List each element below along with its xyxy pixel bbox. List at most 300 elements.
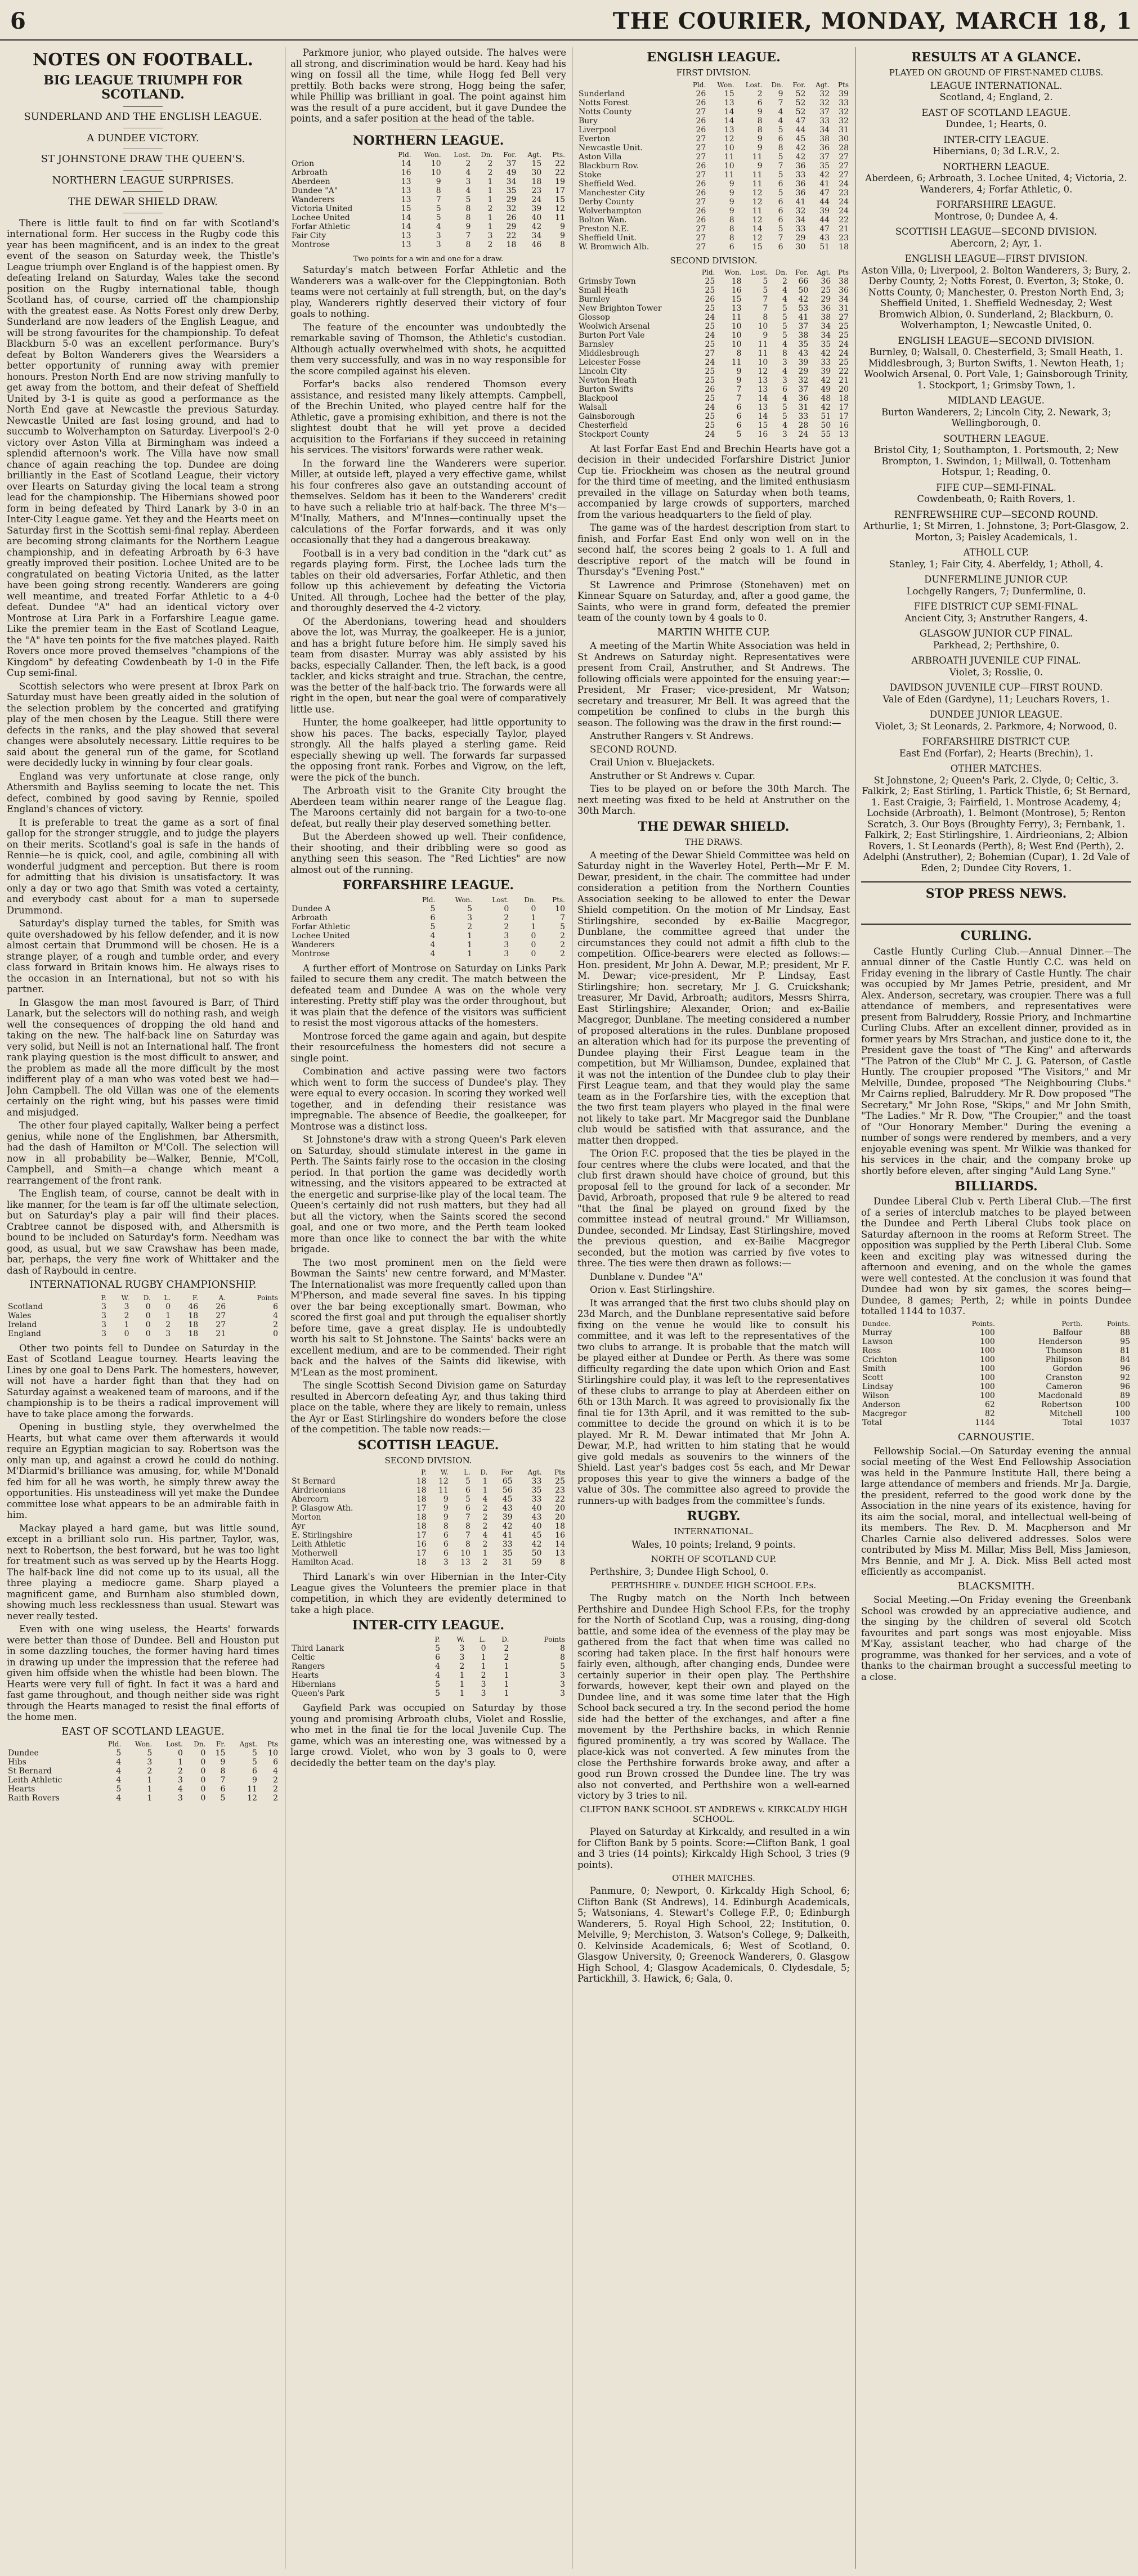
table-cell: 39 xyxy=(839,89,849,98)
table-cell: 18 xyxy=(416,1495,427,1504)
column-header: Dundee. xyxy=(862,1319,891,1328)
table-cell: 2 xyxy=(560,940,565,949)
table-cell: Victoria United xyxy=(292,204,353,213)
result-lines: Hibernians, 0; 3d L.R.V., 2. xyxy=(933,146,1060,157)
league-table-forfarshire xyxy=(290,895,566,958)
table-cell: 1037 xyxy=(1110,1418,1130,1427)
table-cell: 18 xyxy=(188,1311,199,1320)
table-cell: 9 xyxy=(443,1513,449,1522)
table-cell: 26 xyxy=(705,384,715,394)
table-row xyxy=(290,204,566,213)
table-cell: Balfour xyxy=(1052,1328,1083,1337)
table-cell: 23 xyxy=(531,186,542,195)
table-cell: 31 xyxy=(502,1558,513,1567)
table-row xyxy=(290,940,566,949)
table-cell: 26 xyxy=(696,161,706,171)
table-cell: 10 xyxy=(724,143,734,153)
section-heading: RUGBY. xyxy=(687,1509,741,1524)
section-heading: NOTES ON FOOTBALL. xyxy=(32,50,253,70)
table-cell: Motherwell xyxy=(292,1549,338,1558)
story-body xyxy=(861,1594,1131,1682)
table-cell: 14 xyxy=(555,1540,565,1549)
headline: A DUNDEE VICTORY. xyxy=(87,132,199,144)
table-cell: Morton xyxy=(292,1513,321,1522)
table-cell: 6 xyxy=(729,242,734,252)
column-header: Pld. xyxy=(701,268,715,276)
table-cell: 10 xyxy=(460,1549,471,1558)
table-cell: 21 xyxy=(839,224,849,234)
table-cell: 16 xyxy=(758,429,768,439)
table-cell: 27 xyxy=(216,1320,226,1329)
table-cell: 0 xyxy=(481,1644,486,1654)
table-cell: 4 xyxy=(782,285,787,295)
table-row xyxy=(861,1337,1131,1346)
table-cell: 12 xyxy=(752,233,763,243)
league-table-scottish-second xyxy=(290,1468,566,1567)
paragraph: Anstruther or St Andrews v. Cupar. xyxy=(590,770,755,781)
table-cell: Notts County xyxy=(579,107,632,117)
table-cell: 9 xyxy=(757,161,763,171)
table-row xyxy=(7,1767,279,1776)
table-cell: 36 xyxy=(821,276,831,286)
table-cell: 18 xyxy=(416,1486,427,1495)
paragraph: It was arranged that the first two clubs should play on 23d March, and the Dunblane representative said before fixing on the venue he would like to consult his committee, and it was left to the representatives of the two clubs to arrange. It is probable that the match will be played either at Dundee or Perth. As there was some difficulty regarding the date upon which Orion and East Stirlingshire could play, it was left to the representatives of these clubs to arrange to play at Aberdeen either on 6th or 13th March. It was agreed to provisionally fix the final tie for 13th April, and it was remitted to the sub-committee to decide the ground on which it is to be played. Mr R. M. Dewar intimated that Mr John A. Dewar, M.P., had written to him stating that he would give gold medals as souvenirs to the winners of the Shield. Last year's badges cost 5s each, and Mr Dewar proposes this year to give the winners a badge of the value of 30s. The committee also agreed to provide the runners-up with badges from the committee's funds. xyxy=(577,1297,850,1506)
table-cell: Burton Port Vale xyxy=(579,330,645,340)
table-cell: 1 xyxy=(487,177,493,186)
table-cell: 0 xyxy=(178,1749,183,1758)
table-cell: Orion xyxy=(292,159,315,168)
table-cell: 3 xyxy=(504,949,509,958)
table-cell: 2 xyxy=(487,204,493,213)
table-cell: 12 xyxy=(555,204,565,213)
billiards-scores-table xyxy=(861,1319,1131,1427)
table-cell: 27 xyxy=(696,107,706,117)
table-cell: 44 xyxy=(795,125,806,135)
table-cell: 8 xyxy=(763,312,768,322)
table-cell: 5 xyxy=(736,429,742,439)
column-header: Agt. xyxy=(527,1468,542,1477)
table-cell: 4 xyxy=(465,168,471,177)
divider xyxy=(123,191,163,192)
table-cell: 10 xyxy=(555,904,565,913)
table-cell: 6 xyxy=(778,215,783,225)
table-cell: 7 xyxy=(763,303,768,313)
table-cell: Aston Villa xyxy=(579,152,622,162)
table-cell: 26 xyxy=(696,206,706,216)
table-cell: 6 xyxy=(273,1302,278,1311)
table-cell: 33 xyxy=(531,1477,542,1486)
table-cell: 27 xyxy=(839,161,849,171)
table-cell: 5 xyxy=(782,303,787,313)
table-cell: Macgregor xyxy=(862,1409,907,1418)
result-group-heading: DUNFERMLINE JUNIOR CUP. xyxy=(924,574,1068,585)
table-cell: 66 xyxy=(798,276,809,286)
table-cell: Gordon xyxy=(1052,1364,1083,1373)
result-group xyxy=(861,199,1131,222)
column-header: For xyxy=(500,1468,513,1477)
table-cell: 30 xyxy=(795,242,806,252)
table-cell: 1 xyxy=(124,1320,129,1329)
table-row xyxy=(290,1504,566,1513)
table-row xyxy=(290,1671,566,1680)
table-row xyxy=(577,171,850,180)
table-cell: 8 xyxy=(560,240,565,249)
column-header xyxy=(290,1635,423,1644)
table-cell: 3 xyxy=(504,931,509,940)
table-cell: 27 xyxy=(696,170,706,180)
table-cell: 1 xyxy=(459,1671,465,1681)
table-cell: 1 xyxy=(459,1689,465,1699)
stop-press-heading: STOP PRESS NEWS. xyxy=(925,886,1067,902)
paragraph: Fellowship Social.—On Saturday evening the annual social meeting of the West End Fellowship Association was held in the Panmure Institute Hall, there being a large attendance of members and friends. Mr Ja. Dargie, the president, referred to the good work done by the Association in the nine years of its existence, having for its aim the social, moral, and intellectual well-being of its members. The Rev. D. M. Macpherson and Mr Charles Carnie also delivered addresses. Solos were contributed by Miss M. Millar, Miss Bell, Miss Jamieson, Mrs Bennie, and Mr J. A. Dick. Miss Bell acted most efficiently as accompanist. xyxy=(861,1445,1131,1578)
league-table-inter-city xyxy=(290,1635,566,1698)
table-cell: 3 xyxy=(504,940,509,949)
table-cell: 9 xyxy=(757,143,763,153)
table-cell: 36 xyxy=(795,179,806,189)
table-cell: 1 xyxy=(487,213,493,222)
column-header: D. xyxy=(480,1468,488,1477)
column-header: A. xyxy=(218,1293,226,1302)
table-cell: 9 xyxy=(560,222,565,231)
table-row xyxy=(577,180,850,189)
table-cell: 30 xyxy=(839,134,849,144)
table-cell: 24 xyxy=(839,206,849,216)
table-cell: 42 xyxy=(531,1540,542,1549)
table-cell: 0 xyxy=(200,1767,206,1776)
table-cell: 0 xyxy=(273,1329,278,1338)
table-cell: Sunderland xyxy=(579,89,625,98)
table-cell: 9 xyxy=(465,222,471,231)
column-header: P. xyxy=(101,1293,106,1302)
table-cell: 13 xyxy=(401,195,411,204)
table-title: SCOTTISH LEAGUE. xyxy=(357,1437,499,1453)
column-header: D. xyxy=(143,1293,151,1302)
table-cell: 15 xyxy=(531,159,542,168)
table-cell: 2 xyxy=(273,1320,278,1329)
table-cell: 7 xyxy=(778,233,783,243)
table-row xyxy=(861,1418,1131,1427)
divider xyxy=(123,170,163,171)
table-cell: 1 xyxy=(504,1662,509,1672)
table-cell: 2 xyxy=(504,1644,509,1654)
table-row xyxy=(577,277,850,286)
paragraph: Dundee Liberal Club v. Perth Liberal Club.—The first of a series of interclub matches to be played between the Dundee and Perth Liberal Clubs took place on Saturday afternoon in the rooms at Reform Street. The opposition was supplied by the Perth Liberal Club. Some keen and exciting play was witnessed during the afternoon and evening, and on the whole the games were well contested. At the conclusion it was found that Dundee had won by six games, the scores being—Dundee, 8 games; Perth, 2; while in points Dundee totalled 1144 to 1037. xyxy=(861,1196,1131,1317)
result-group xyxy=(861,709,1131,732)
table-cell: 25 xyxy=(705,393,715,403)
table-cell: 12 xyxy=(247,1794,257,1803)
table-cell: 7 xyxy=(736,393,742,403)
table-row xyxy=(290,1653,566,1662)
table-cell: 41 xyxy=(502,1531,513,1540)
table-cell: 40 xyxy=(531,213,542,222)
column-header xyxy=(577,80,684,89)
table-cell: 49 xyxy=(821,384,831,394)
column-header: Won. xyxy=(424,150,441,159)
rugby-match-report xyxy=(577,1566,850,1578)
table-cell: 13 xyxy=(724,125,734,135)
table-cell: 2 xyxy=(487,240,493,249)
table-cell: 36 xyxy=(819,143,830,153)
column-header: Dn. xyxy=(194,1740,206,1749)
table-cell: 45 xyxy=(531,1531,542,1540)
table-cell: 13 xyxy=(401,177,411,186)
table-cell: 27 xyxy=(839,170,849,180)
column-rule xyxy=(855,47,856,2569)
result-group xyxy=(861,135,1131,157)
table-cell: 8 xyxy=(778,143,783,153)
table-cell: 27 xyxy=(696,134,706,144)
table-cell: 32 xyxy=(798,375,809,385)
rugby-match-report xyxy=(577,1826,850,1870)
table-cell: 100 xyxy=(980,1337,995,1346)
table-row xyxy=(577,394,850,403)
table-row xyxy=(290,922,566,931)
paragraph: A meeting of the Dewar Shield Committee was held on Saturday night in the Waverley Hotel, Perth—Mr F. M. Dewar, president, in the chair. The committee had under consideration a petition from the Northern Counties Association seeking to be allowed to enter the Dewar Shield competition. On the motion of Mr Lindsay, East Stirlingshire, seconded by ex-Bailie Macgregor, Dunblane, the committee agreed that under the circumstances they could not admit a fifth club to the competition. Office-bearers were elected as follows:—Hon. president, Mr John A. Dewar, M.P.; president, Mr F. M. Dewar; vice-president, Mr P. Lindsay, East Stirlingshire; hon. secretary, Mr J. G. Cruickshank; treasurer, Mr David, Arbroath; auditors, Messrs Shirra, East Stirlingshire; Alexander, Orion; and ex-Bailie Macgregor, Dunblane. The meeting considered a number of proposed alterations in the rules. Dunblane proposed an alteration which had for its purpose the preventing of Dundee playing their First League team in the competition, but Mr Williamson, Dundee, explained that it was not the intention of the Dundee club to play their First League team, and that they would play the same team as in the Forfarshire ties, with the exception that the two first team players who played in the final were not likely to take part. Mr Macgregor said the Dunblane club would be satisfied with that assurance, and the matter then dropped. xyxy=(577,849,850,1146)
table-cell: 12 xyxy=(438,1477,449,1486)
table-cell: 10 xyxy=(731,321,742,331)
table-cell: 50 xyxy=(531,1549,542,1558)
table-row xyxy=(577,98,850,107)
table-cell: Wolverhampton xyxy=(579,206,642,216)
table-row xyxy=(290,1540,566,1549)
table-cell: 5 xyxy=(252,1749,257,1758)
paragraph: Saturday's match between Forfar Athletic and the Wanderers was a walk-over for the Cleppingtonian. Both teams were not certainly at full strength, but, on the day's play, Wanderers rightly deserved their victory of four goals to nothing. xyxy=(290,265,566,320)
table-cell: 7 xyxy=(436,195,441,204)
table-cell: 47 xyxy=(819,224,830,234)
column-header: Pld. xyxy=(398,150,411,159)
table-cell: 24 xyxy=(798,429,809,439)
table-cell: 27 xyxy=(696,152,706,162)
table-cell: 17 xyxy=(416,1549,427,1558)
paragraph: The other four played capitally, Walker being a perfect genius, while none of the Englishmen, bar Athersmith, had the dash of Hamilton or M'Coll. The selection will now in all probability be—Walker, Bennie, M'Coll, Campbell, and Smith—a change which meant a rearrangement of the front rank. xyxy=(7,1120,279,1186)
table-cell: Queen's Park xyxy=(292,1689,344,1699)
table-cell: 16 xyxy=(401,168,411,177)
table-cell: Burton Swifts xyxy=(579,384,634,394)
section-heading: RESULTS AT A GLANCE. xyxy=(911,50,1081,65)
table-cell: 6 xyxy=(430,913,436,922)
story-body xyxy=(290,265,566,875)
table-cell: 43 xyxy=(819,233,830,243)
result-lines: Burnley, 0; Walsall, 0. Chesterfield, 3; Small Heath, 1. Middlesbrough, 3; Burton Swifts, 1. Newton Heath, 1; Woolwich Arsenal, 0. Port Vale, 1; Gainsborough Trinity, 1. Stockport, 1; Grimsby Town, 1. xyxy=(864,347,1128,391)
table-cell: 2 xyxy=(165,1320,171,1329)
table-cell: 27 xyxy=(696,197,706,207)
table-cell: 3 xyxy=(436,231,441,240)
table-cell: 32 xyxy=(819,98,830,107)
table-cell: 24 xyxy=(839,179,849,189)
table-cell: 3 xyxy=(101,1320,106,1329)
table-subtitle: SECOND DIVISION. xyxy=(384,1455,472,1466)
table-cell: 39 xyxy=(798,357,809,367)
paragraph: But the Aberdeen showed up well. Their confidence, their shooting, and their dribbling were so good as anything seen this season. The "Red Lichties" are now almost out of the running. xyxy=(290,831,566,875)
rugby-match-heading: NORTH OF SCOTLAND CUP. xyxy=(651,1554,777,1565)
table-cell: 4 xyxy=(273,1311,278,1320)
table-cell: 29 xyxy=(795,233,806,243)
table-cell: 1 xyxy=(178,1758,183,1767)
table-row xyxy=(290,1486,566,1495)
table-cell: Montrose xyxy=(292,949,330,958)
table-cell: 36 xyxy=(798,393,809,403)
column-header xyxy=(290,1468,406,1477)
table-cell: 26 xyxy=(506,213,517,222)
table-cell: 3 xyxy=(147,1758,153,1767)
result-group xyxy=(861,682,1131,705)
table-cell: 31 xyxy=(839,303,849,313)
table-cell: 7 xyxy=(220,1776,226,1785)
result-group xyxy=(861,226,1131,249)
table-cell: 2 xyxy=(459,1662,465,1672)
table-cell: 18 xyxy=(839,393,849,403)
table-cell: 42 xyxy=(821,402,831,412)
table-cell: Derby County xyxy=(579,197,634,207)
table-cell: 1 xyxy=(467,940,473,949)
table-cell: 5 xyxy=(435,1644,440,1654)
table-row xyxy=(861,1364,1131,1373)
table-cell: Hibernians xyxy=(292,1680,336,1690)
table-row xyxy=(7,1320,279,1329)
table-cell: 25 xyxy=(555,1477,565,1486)
result-group-heading: INTER-CITY LEAGUE. xyxy=(943,134,1049,145)
story-body xyxy=(861,946,1131,1177)
table-cell: 18 xyxy=(188,1329,199,1338)
table-cell: Anderson xyxy=(862,1400,900,1409)
table-cell: 7 xyxy=(465,1513,471,1522)
table-cell: 18 xyxy=(416,1477,427,1486)
table-cell: 49 xyxy=(506,168,517,177)
table-cell: 4 xyxy=(482,1531,488,1540)
table-cell: Leicester Fosse xyxy=(579,357,641,367)
table-cell: 34 xyxy=(839,294,849,304)
table-cell: 46 xyxy=(531,240,542,249)
table-cell: Smith xyxy=(862,1364,886,1373)
table-cell: St Bernard xyxy=(292,1477,335,1486)
column-results-at-glance xyxy=(861,47,1131,2569)
table-cell: 4 xyxy=(778,107,783,117)
paragraph: At last Forfar East End and Brechin Hearts have got a decision in their undecided Forfarshire District Junior Cup tie. Friockheim was chosen as the neutral ground for the third time of meeting, and the limited enthusiasm prevailed in the village on Saturday when both teams, accompanied by large crowds of supporters, marched from the various headquarters to the field of play. xyxy=(577,443,850,520)
table-cell: Chesterfield xyxy=(579,420,628,430)
table-row xyxy=(7,1329,279,1338)
table-cell: Bury xyxy=(579,116,598,126)
story-body xyxy=(577,443,850,624)
section-heading: CARNOUSTIE. xyxy=(957,1431,1035,1443)
table-cell: 10 xyxy=(731,330,742,340)
column-league-reports xyxy=(290,47,566,2569)
table-cell: 25 xyxy=(705,303,715,313)
result-group-heading: FIFE CUP—SEMI-FINAL. xyxy=(936,482,1056,493)
table-header-row xyxy=(577,80,850,89)
result-lines: Lochgelly Rangers, 7; Dunfermline, 0. xyxy=(906,585,1086,597)
table-header-row xyxy=(290,150,566,159)
result-group xyxy=(861,433,1131,478)
table-row xyxy=(861,1355,1131,1364)
table-row xyxy=(577,107,850,117)
column-header: Agt. xyxy=(527,150,542,159)
table-cell: 8 xyxy=(560,1558,565,1567)
paragraph: Gayfield Park was occupied on Saturday by those young and promising Arbroath clubs, Violet and Rosslie, who met in the final tie for the local Juvenile Cup. The game, which was an interesting one, was witnessed by a large crowd. Violet, who won by 3 goals to 0, were decidedly the better team on the day's play. xyxy=(290,1703,566,1768)
table-cell: 3 xyxy=(560,1689,565,1699)
result-lines: Vale of Eden (Gardyne), 11; Leuchars Rovers, 1. xyxy=(882,693,1110,705)
table-cell: 18 xyxy=(555,1522,565,1531)
table-row xyxy=(7,1794,279,1803)
table-cell: 4 xyxy=(116,1767,122,1776)
result-group-heading: LEAGUE INTERNATIONAL. xyxy=(930,80,1063,91)
column-header: W. xyxy=(440,1468,449,1477)
result-lines: Bristol City, 1; Southampton, 1. Portsmouth, 2; New Brompton, 1. Swindon, 1; Millwall, 0. Tottenham Hotspur, 1; Reading, 0. xyxy=(873,445,1119,478)
table-cell: 28 xyxy=(839,143,849,153)
table-cell: 13 xyxy=(401,231,411,240)
table-cell: 89 xyxy=(1120,1391,1130,1400)
table-cell: 0 xyxy=(200,1776,206,1785)
paragraph: A meeting of the Martin White Association was held in St Andrews on Saturday night. Representatives were present from Crail, Anstruther, and St Andrews. The following officials were appointed for the ensuing year:—President, Mr Fraser; vice-president, Mr Watson; secretary and treasurer, Mr Bell. It was agreed that the competition be confined to clubs in the burgh this season. The following was the draw in the first round:— xyxy=(577,640,850,728)
table-cell: 40 xyxy=(531,1522,542,1531)
table-row xyxy=(290,1495,566,1504)
result-lines: Burton Wanderers, 2; Lincoln City, 2. Newark, 3; Wellingborough, 0. xyxy=(881,406,1112,429)
table-cell: 19 xyxy=(555,177,565,186)
table-cell: 9 xyxy=(443,1495,449,1504)
paragraph: The Rugby match on the North Inch between Perthshire and Dundee High School F.P.s, for the trophy for the North of Scotland Cup, was a rousing, ding-dong battle, and some idea of the evenness of the play may be gathered from the fact that when time was called no scoring had taken place. In the first half honours were fairly even, although, after changing ends, Dundee were certainly superior in their open play. The Perthshire forwards, however, kept their own and played on the Dundee line, and it was some time later that the High School back secured a try. In the second period the home side had the better of the exchanges, and after a fine movement by the Perthshire backs, in which Rennie figured prominently, a try was scored by Wallace. The place-kick was not converted. A few minutes from the close the Perthshire forwards broke away, and after a good run Brown crossed the Dundee line. The try was also not converted, and Perthshire won a well-earned victory by 3 tries to nil. xyxy=(577,1593,850,1802)
table-cell: 13 xyxy=(401,186,411,195)
table-cell: 32 xyxy=(795,206,806,216)
table-cell: 2 xyxy=(487,168,493,177)
table-cell: 16 xyxy=(731,285,742,295)
table-row xyxy=(290,222,566,231)
table-cell: 11 xyxy=(752,206,763,216)
table-cell: 2 xyxy=(560,931,565,940)
table-cell: Sheffield Unit. xyxy=(579,233,637,243)
result-group xyxy=(861,80,1131,103)
table-cell: Walsall xyxy=(579,402,607,412)
table-title: ENGLISH LEAGUE. xyxy=(647,50,781,65)
column-header: Pts xyxy=(837,80,849,89)
table-cell: 18 xyxy=(416,1513,427,1522)
table-title: EAST OF SCOTLAND LEAGUE. xyxy=(61,1725,225,1737)
table-cell: 25 xyxy=(705,285,715,295)
column-header: For. xyxy=(503,150,517,159)
table-cell: 7 xyxy=(736,384,742,394)
paragraph: Anstruther Rangers v. St Andrews. xyxy=(590,731,754,742)
table-cell: 42 xyxy=(531,222,542,231)
table-cell: 6 xyxy=(778,134,783,144)
table-row xyxy=(290,931,566,940)
table-cell: 7 xyxy=(465,1531,471,1540)
table-cell: Montrose xyxy=(292,240,330,249)
table-cell: Dundee "A" xyxy=(292,186,338,195)
table-row xyxy=(577,304,850,313)
paragraph: The Arbroath visit to the Granite City brought the Aberdeen team within nearer range of the League flag. The Maroons certainly did not bargain for a two-to-one defeat, but really their play deserved something better. xyxy=(290,785,566,829)
table-cell: 27 xyxy=(696,242,706,252)
table-cell: Everton xyxy=(579,134,611,144)
section-heading: CURLING. xyxy=(960,929,1032,944)
table-cell: 24 xyxy=(839,339,849,349)
column-header: Dn. xyxy=(524,895,536,904)
table-cell: 25 xyxy=(705,411,715,421)
table-cell: 26 xyxy=(216,1302,226,1311)
table-cell: 52 xyxy=(795,98,806,107)
table-cell: 29 xyxy=(506,195,517,204)
table-header-row xyxy=(290,1468,566,1477)
table-cell: 31 xyxy=(839,125,849,135)
result-lines: Aston Villa, 0; Liverpool, 2. Bolton Wanderers, 3; Bury, 2. Derby County, 2; Notts Forest, 0. Everton, 3; Stoke, 0. Notts County, 0; Manchester, 0. Preston North End, 3; Sheffield United, 1. Sheffield Wednesday, 2; West Bromwich Albion, 0. Sunderland, 2; Blackburn, 0. Wolverhampton, 1; Newcastle United, 0. xyxy=(861,265,1131,331)
table-row xyxy=(290,1662,566,1671)
table-cell: 4 xyxy=(178,1785,183,1794)
table-cell: 25 xyxy=(821,285,831,295)
table-header-row xyxy=(290,1635,566,1644)
table-row xyxy=(577,385,850,394)
table-cell: 39 xyxy=(502,1513,513,1522)
table-cell: 25 xyxy=(839,321,849,331)
table-cell: 45 xyxy=(795,134,806,144)
table-cell: 12 xyxy=(724,134,734,144)
table-cell: 5 xyxy=(778,170,783,180)
